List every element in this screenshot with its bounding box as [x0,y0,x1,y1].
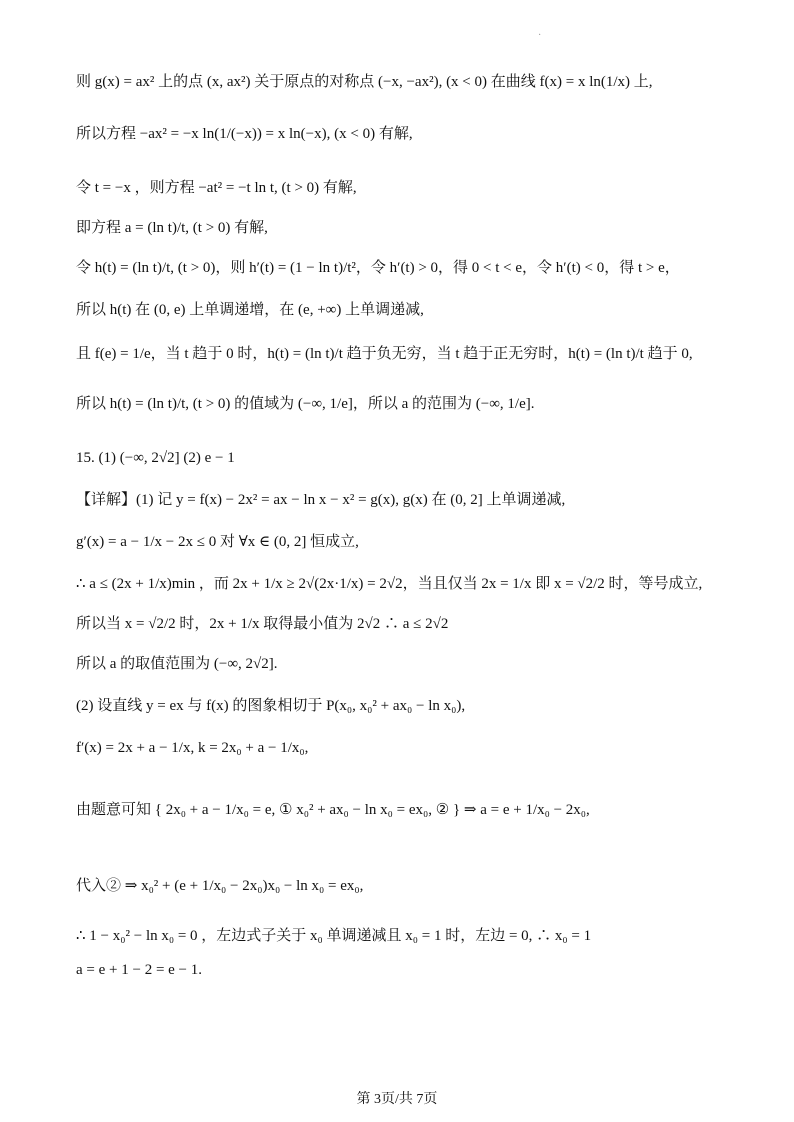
solution-line: 令 t = −x ，则方程 −at² = −t ln t, (t > 0) 有解, [76,180,357,196]
solution-line: a = e + 1 − 2 = e − 1. [76,962,203,978]
solution-line: 所以当 x = √2/2 时，2x + 1/x 取得最小值为 2√2 ∴ a ≤ 2√2 [76,616,449,632]
solution-line: 则 g(x) = ax² 上的点 (x, ax²) 关于原点的对称点 (−x, −ax²), (x < 0) 在曲线 f(x) = x ln(1/x) 上, [76,74,653,90]
solution-line: 由题意可知 { 2x₀ + a − 1/x₀ = e, ① x₀² + ax₀ − ln x₀ = ex₀, ② } ⇒ a = e + 1/x₀ − 2x₀, [76,802,590,818]
solution-line: 代入② ⇒ x₀² + (e + 1/x₀ − 2x₀)x₀ − ln x₀ = ex₀, [76,878,364,894]
page-footer: 第 3页/共 7页 [356,1092,438,1107]
solution-line: ∴ 1 − x₀² − ln x₀ = 0 ，左边式子关于 x₀ 单调递减且 x₀ = 1 时，左边 = 0, ∴ x₀ = 1 [76,928,592,944]
solution-line: 所以方程 −ax² = −x ln(1/(−x)) = x ln(−x), (x < 0) 有解, [76,126,413,142]
corner-mark: · [538,30,542,41]
solution-line: ∴ a ≤ (2x + 1/x)min ，而 2x + 1/x ≥ 2√(2x·1/x) = 2√2，当且仅当 2x = 1/x 即 x = √2/2 时，等号成立, [76,576,703,592]
answer-line: 15. (1) (−∞, 2√2] (2) e − 1 [76,450,235,466]
solution-line: 令 h(t) = (ln t)/t, (t > 0)，则 h′(t) = (1 − ln t)/t²，令 h′(t) > 0，得 0 < t < e，令 h′(t) < 0，得 t > e， [76,260,680,276]
solution-line: 【详解】(1) 记 y = f(x) − 2x² = ax − ln x − x² = g(x), g(x) 在 (0, 2] 上单调递减, [76,492,566,508]
solution-line: 所以 h(t) 在 (0, e) 上单调递增，在 (e, +∞) 上单调递减, [76,302,424,318]
solution-line: 即方程 a = (ln t)/t, (t > 0) 有解, [76,220,268,236]
solution-line: 且 f(e) = 1/e，当 t 趋于 0 时，h(t) = (ln t)/t 趋于负无穷，当 t 趋于正无穷时，h(t) = (ln t)/t 趋于 0, [76,346,693,362]
solution-line: g′(x) = a − 1/x − 2x ≤ 0 对 ∀x ∈ (0, 2] 恒成立, [76,534,359,550]
solution-line: 所以 a 的取值范围为 (−∞, 2√2]. [76,656,278,672]
solution-line: f′(x) = 2x + a − 1/x, k = 2x₀ + a − 1/x₀, [76,740,309,756]
solution-line: 所以 h(t) = (ln t)/t, (t > 0) 的值域为 (−∞, 1/e]，所以 a 的范围为 (−∞, 1/e]. [76,396,535,412]
solution-line: (2) 设直线 y = ex 与 f(x) 的图象相切于 P(x₀, x₀² + ax₀ − ln x₀), [76,698,466,714]
